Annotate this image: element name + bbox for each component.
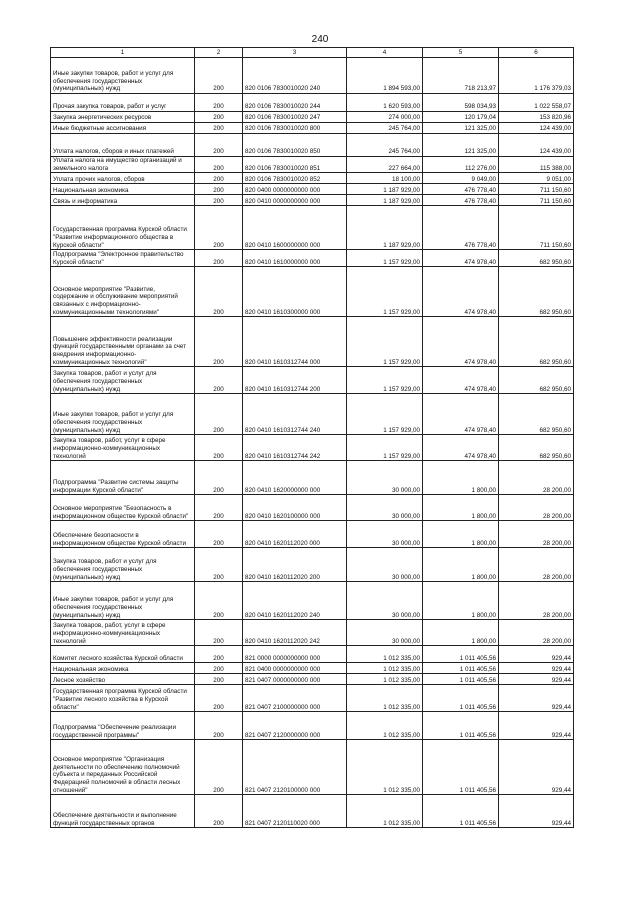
row-remaining-value-cell: 682 950,60 — [499, 317, 574, 367]
row-approved-value-cell: 30 000,00 — [347, 461, 423, 495]
table-row — [51, 94, 574, 112]
row-executed-value-cell: 474 978,40 — [423, 267, 499, 317]
row-remaining-value-cell: 682 950,60 — [499, 435, 574, 461]
row-group-code-cell: 200 — [195, 184, 243, 195]
row-budget-code-cell: 820 0106 7830010020 850 — [243, 134, 347, 157]
row-remaining-value-cell: 682 950,60 — [499, 394, 574, 435]
row-remaining-value-cell: 929,44 — [499, 663, 574, 674]
row-name-cell: Иные закупки товаров, работ и услуг для обеспечения государственных (муниципальных) нужд — [51, 58, 195, 94]
table-row — [51, 646, 574, 663]
row-remaining-value-cell: 28 200,00 — [499, 521, 574, 548]
column-header: 6 — [499, 48, 574, 58]
row-remaining-value-cell: 153 820,96 — [499, 112, 574, 123]
row-remaining-value-cell: 929,44 — [499, 740, 574, 795]
table-row — [51, 267, 574, 317]
row-group-code-cell: 200 — [195, 740, 243, 795]
row-budget-code-cell: 821 0407 2120000000 000 — [243, 712, 347, 740]
column-number-row — [51, 48, 574, 58]
row-name-cell: Подпрограмма "Развитие системы защиты информации Курской области" — [51, 461, 195, 495]
table-row — [51, 685, 574, 712]
row-group-code-cell: 200 — [195, 646, 243, 663]
column-header: 3 — [243, 48, 347, 58]
row-budget-code-cell: 820 0410 1610312744 240 — [243, 394, 347, 435]
row-name-cell: Государственная программа Курской области "Развитие лесного хозяйства в Курской области" — [51, 685, 195, 712]
table-row — [51, 195, 574, 206]
table-row — [51, 367, 574, 394]
row-name-cell: Закупка товаров, работ и услуг для обеспечения государственных (муниципальных) нужд — [51, 548, 195, 582]
table-row — [51, 123, 574, 134]
row-budget-code-cell: 820 0410 1600000000 000 — [243, 206, 347, 250]
row-executed-value-cell: 476 778,40 — [423, 184, 499, 195]
row-executed-value-cell: 1 011 405,56 — [423, 685, 499, 712]
row-group-code-cell: 200 — [195, 317, 243, 367]
row-executed-value-cell: 474 978,40 — [423, 317, 499, 367]
row-executed-value-cell: 1 011 405,56 — [423, 663, 499, 674]
row-remaining-value-cell: 28 200,00 — [499, 620, 574, 646]
row-remaining-value-cell: 1 176 379,03 — [499, 58, 574, 94]
budget-table — [50, 47, 574, 828]
row-name-cell: Государственная программа Курской области "Развитие информационного общества в Курской области" — [51, 206, 195, 250]
table-row — [51, 582, 574, 620]
row-approved-value-cell: 1 012 335,00 — [347, 795, 423, 828]
row-budget-code-cell: 820 0410 1610312744 200 — [243, 367, 347, 394]
table-row — [51, 435, 574, 461]
row-approved-value-cell: 1 012 335,00 — [347, 685, 423, 712]
row-budget-code-cell: 821 0407 2120110020 000 — [243, 795, 347, 828]
row-budget-code-cell: 820 0106 7830010020 800 — [243, 123, 347, 134]
row-remaining-value-cell: 929,44 — [499, 685, 574, 712]
row-name-cell: Связь и информатика — [51, 195, 195, 206]
row-executed-value-cell: 1 800,00 — [423, 548, 499, 582]
row-budget-code-cell: 820 0410 1620000000 000 — [243, 461, 347, 495]
row-remaining-value-cell: 711 150,60 — [499, 195, 574, 206]
table-row — [51, 712, 574, 740]
row-remaining-value-cell: 682 950,60 — [499, 267, 574, 317]
row-executed-value-cell: 1 800,00 — [423, 582, 499, 620]
row-approved-value-cell: 1 157 929,00 — [347, 367, 423, 394]
row-executed-value-cell: 474 978,40 — [423, 394, 499, 435]
row-approved-value-cell: 245 764,00 — [347, 134, 423, 157]
table-row — [51, 674, 574, 685]
row-budget-code-cell: 820 0410 1610312744 000 — [243, 317, 347, 367]
row-executed-value-cell: 476 778,40 — [423, 206, 499, 250]
row-name-cell: Уплата прочих налогов, сборов — [51, 173, 195, 184]
row-name-cell: Закупка товаров, работ и услуг для обеспечения государственных (муниципальных) нужд — [51, 367, 195, 394]
row-budget-code-cell: 820 0410 1620112020 000 — [243, 521, 347, 548]
row-group-code-cell: 200 — [195, 795, 243, 828]
table-row — [51, 317, 574, 367]
row-executed-value-cell: 1 800,00 — [423, 461, 499, 495]
row-budget-code-cell: 820 0106 7830010020 244 — [243, 94, 347, 112]
row-remaining-value-cell: 28 200,00 — [499, 495, 574, 521]
row-budget-code-cell: 820 0106 7830010020 852 — [243, 173, 347, 184]
row-remaining-value-cell: 28 200,00 — [499, 548, 574, 582]
table-row — [51, 134, 574, 157]
row-budget-code-cell: 821 0000 0000000000 000 — [243, 646, 347, 663]
row-remaining-value-cell: 682 950,60 — [499, 250, 574, 267]
row-group-code-cell: 200 — [195, 461, 243, 495]
row-approved-value-cell: 1 012 335,00 — [347, 740, 423, 795]
row-name-cell: Основное мероприятие "Безопасность в информационном обществе Курской области" — [51, 495, 195, 521]
row-group-code-cell: 200 — [195, 674, 243, 685]
column-header: 5 — [423, 48, 499, 58]
row-remaining-value-cell: 929,44 — [499, 712, 574, 740]
row-group-code-cell: 200 — [195, 548, 243, 582]
row-remaining-value-cell: 682 950,60 — [499, 367, 574, 394]
row-group-code-cell: 200 — [195, 58, 243, 94]
row-budget-code-cell: 821 0407 2100000000 000 — [243, 685, 347, 712]
row-executed-value-cell: 1 800,00 — [423, 521, 499, 548]
row-executed-value-cell: 474 978,40 — [423, 367, 499, 394]
row-approved-value-cell: 227 664,00 — [347, 157, 423, 173]
row-group-code-cell: 200 — [195, 134, 243, 157]
row-approved-value-cell: 1 894 593,00 — [347, 58, 423, 94]
row-budget-code-cell: 820 0410 0000000000 000 — [243, 195, 347, 206]
row-name-cell: Основное мероприятие "Организация деятельности по обеспечению полномочий субъекта и переданных Российской Федерацией полномочий в области лесных отношений" — [51, 740, 195, 795]
table-row — [51, 495, 574, 521]
row-executed-value-cell: 1 800,00 — [423, 495, 499, 521]
row-remaining-value-cell: 115 388,00 — [499, 157, 574, 173]
row-name-cell: Закупка товаров, работ, услуг в сфере информационно-коммуникационных технологий — [51, 620, 195, 646]
row-name-cell: Обеспечение безопасности в информационном обществе Курской области — [51, 521, 195, 548]
row-remaining-value-cell: 124 439,00 — [499, 123, 574, 134]
row-approved-value-cell: 245 764,00 — [347, 123, 423, 134]
row-approved-value-cell: 1 157 929,00 — [347, 394, 423, 435]
table-row — [51, 112, 574, 123]
row-executed-value-cell: 9 049,00 — [423, 173, 499, 184]
budget-table-body — [51, 48, 574, 828]
row-budget-code-cell: 820 0410 1620112020 240 — [243, 582, 347, 620]
row-executed-value-cell: 476 778,40 — [423, 195, 499, 206]
row-group-code-cell: 200 — [195, 685, 243, 712]
row-executed-value-cell: 1 011 405,56 — [423, 646, 499, 663]
row-approved-value-cell: 274 000,00 — [347, 112, 423, 123]
row-group-code-cell: 200 — [195, 94, 243, 112]
row-name-cell: Лесное хозяйство — [51, 674, 195, 685]
table-row — [51, 795, 574, 828]
row-budget-code-cell: 820 0106 7830010020 247 — [243, 112, 347, 123]
row-group-code-cell: 200 — [195, 582, 243, 620]
row-group-code-cell: 200 — [195, 394, 243, 435]
row-group-code-cell: 200 — [195, 367, 243, 394]
row-name-cell: Закупка товаров, работ, услуг в сфере информационно-коммуникационных технологий — [51, 435, 195, 461]
row-group-code-cell: 200 — [195, 173, 243, 184]
table-row — [51, 250, 574, 267]
row-remaining-value-cell: 929,44 — [499, 674, 574, 685]
row-budget-code-cell: 821 0400 0000000000 000 — [243, 663, 347, 674]
row-approved-value-cell: 30 000,00 — [347, 620, 423, 646]
row-budget-code-cell: 820 0106 7830010020 240 — [243, 58, 347, 94]
row-executed-value-cell: 121 325,00 — [423, 134, 499, 157]
row-budget-code-cell: 821 0407 2120100000 000 — [243, 740, 347, 795]
row-approved-value-cell: 1 620 593,00 — [347, 94, 423, 112]
page-number: 240 — [311, 34, 329, 45]
row-name-cell: Иные закупки товаров, работ и услуг для обеспечения государственных (муниципальных) нужд — [51, 582, 195, 620]
row-approved-value-cell: 1 157 929,00 — [347, 267, 423, 317]
row-budget-code-cell: 820 0400 0000000000 000 — [243, 184, 347, 195]
row-budget-code-cell: 820 0410 1620100000 000 — [243, 495, 347, 521]
row-budget-code-cell: 820 0106 7830010020 851 — [243, 157, 347, 173]
row-executed-value-cell: 120 179,04 — [423, 112, 499, 123]
row-approved-value-cell: 30 000,00 — [347, 495, 423, 521]
row-approved-value-cell: 1 012 335,00 — [347, 646, 423, 663]
row-group-code-cell: 200 — [195, 712, 243, 740]
row-name-cell: Уплата налогов, сборов и иных платежей — [51, 134, 195, 157]
table-row — [51, 620, 574, 646]
row-approved-value-cell: 30 000,00 — [347, 548, 423, 582]
row-remaining-value-cell: 1 022 558,07 — [499, 94, 574, 112]
row-approved-value-cell: 1 012 335,00 — [347, 712, 423, 740]
column-header: 1 — [51, 48, 195, 58]
row-name-cell: Иные бюджетные ассигнования — [51, 123, 195, 134]
row-approved-value-cell: 30 000,00 — [347, 521, 423, 548]
row-name-cell: Уплата налога на имущество организаций и земельного налога — [51, 157, 195, 173]
row-executed-value-cell: 1 011 405,56 — [423, 740, 499, 795]
row-group-code-cell: 200 — [195, 123, 243, 134]
row-remaining-value-cell: 711 150,60 — [499, 184, 574, 195]
table-row — [51, 548, 574, 582]
row-approved-value-cell: 1 187 929,00 — [347, 206, 423, 250]
table-row — [51, 58, 574, 94]
row-executed-value-cell: 1 011 405,56 — [423, 795, 499, 828]
row-approved-value-cell: 1 012 335,00 — [347, 674, 423, 685]
table-row — [51, 157, 574, 173]
row-group-code-cell: 200 — [195, 267, 243, 317]
table-row — [51, 394, 574, 435]
row-remaining-value-cell: 124 439,00 — [499, 134, 574, 157]
row-name-cell: Комитет лесного хозяйства Курской области — [51, 646, 195, 663]
row-group-code-cell: 200 — [195, 250, 243, 267]
row-remaining-value-cell: 28 200,00 — [499, 461, 574, 495]
row-executed-value-cell: 1 800,00 — [423, 620, 499, 646]
row-approved-value-cell: 1 187 929,00 — [347, 195, 423, 206]
row-name-cell: Обеспечение деятельности и выполнение функций государственных органов — [51, 795, 195, 828]
row-approved-value-cell: 1 012 335,00 — [347, 663, 423, 674]
row-group-code-cell: 200 — [195, 112, 243, 123]
row-budget-code-cell: 820 0410 1610312744 242 — [243, 435, 347, 461]
column-header: 4 — [347, 48, 423, 58]
row-name-cell: Закупка энергетических ресурсов — [51, 112, 195, 123]
table-row — [51, 663, 574, 674]
row-name-cell: Прочая закупка товаров, работ и услуг — [51, 94, 195, 112]
row-group-code-cell: 200 — [195, 495, 243, 521]
row-approved-value-cell: 1 157 929,00 — [347, 250, 423, 267]
row-budget-code-cell: 820 0410 1620112020 242 — [243, 620, 347, 646]
row-group-code-cell: 200 — [195, 206, 243, 250]
row-name-cell: Подпрограмма "Обеспечение реализации государственной программы" — [51, 712, 195, 740]
row-name-cell: Национальная экономика — [51, 663, 195, 674]
table-row — [51, 740, 574, 795]
row-group-code-cell: 200 — [195, 620, 243, 646]
row-budget-code-cell: 821 0407 0000000000 000 — [243, 674, 347, 685]
table-row — [51, 206, 574, 250]
row-remaining-value-cell: 711 150,60 — [499, 206, 574, 250]
table-row — [51, 461, 574, 495]
table-row — [51, 521, 574, 548]
row-name-cell: Основное мероприятие "Развитие, содержание и обслуживание мероприятий связанных с информационно-коммуникационными технологиями" — [51, 267, 195, 317]
row-executed-value-cell: 112 276,00 — [423, 157, 499, 173]
row-remaining-value-cell: 9 051,00 — [499, 173, 574, 184]
table-row — [51, 173, 574, 184]
row-executed-value-cell: 598 034,93 — [423, 94, 499, 112]
row-name-cell: Повышение эффективности реализации функций государственными органами за счет внедрения информационно-коммуникационных технологий" — [51, 317, 195, 367]
row-remaining-value-cell: 929,44 — [499, 795, 574, 828]
row-remaining-value-cell: 929,44 — [499, 646, 574, 663]
row-budget-code-cell: 820 0410 1610000000 000 — [243, 250, 347, 267]
row-name-cell: Национальная экономика — [51, 184, 195, 195]
row-approved-value-cell: 1 157 929,00 — [347, 317, 423, 367]
row-executed-value-cell: 121 325,00 — [423, 123, 499, 134]
row-executed-value-cell: 718 213,97 — [423, 58, 499, 94]
row-group-code-cell: 200 — [195, 663, 243, 674]
row-group-code-cell: 200 — [195, 521, 243, 548]
row-group-code-cell: 200 — [195, 435, 243, 461]
row-budget-code-cell: 820 0410 1610300000 000 — [243, 267, 347, 317]
column-header: 2 — [195, 48, 243, 58]
table-row — [51, 184, 574, 195]
row-approved-value-cell: 30 000,00 — [347, 582, 423, 620]
row-name-cell: Подпрограмма "Электронное правительство Курской области" — [51, 250, 195, 267]
row-group-code-cell: 200 — [195, 195, 243, 206]
row-name-cell: Иные закупки товаров, работ и услуг для обеспечения государственных (муниципальных) нужд — [51, 394, 195, 435]
row-approved-value-cell: 1 187 929,00 — [347, 184, 423, 195]
row-executed-value-cell: 1 011 405,56 — [423, 712, 499, 740]
row-approved-value-cell: 1 157 929,00 — [347, 435, 423, 461]
row-budget-code-cell: 820 0410 1620112020 200 — [243, 548, 347, 582]
row-executed-value-cell: 474 978,40 — [423, 435, 499, 461]
row-group-code-cell: 200 — [195, 157, 243, 173]
row-approved-value-cell: 18 100,00 — [347, 173, 423, 184]
row-executed-value-cell: 474 978,40 — [423, 250, 499, 267]
row-remaining-value-cell: 28 200,00 — [499, 582, 574, 620]
row-executed-value-cell: 1 011 405,56 — [423, 674, 499, 685]
